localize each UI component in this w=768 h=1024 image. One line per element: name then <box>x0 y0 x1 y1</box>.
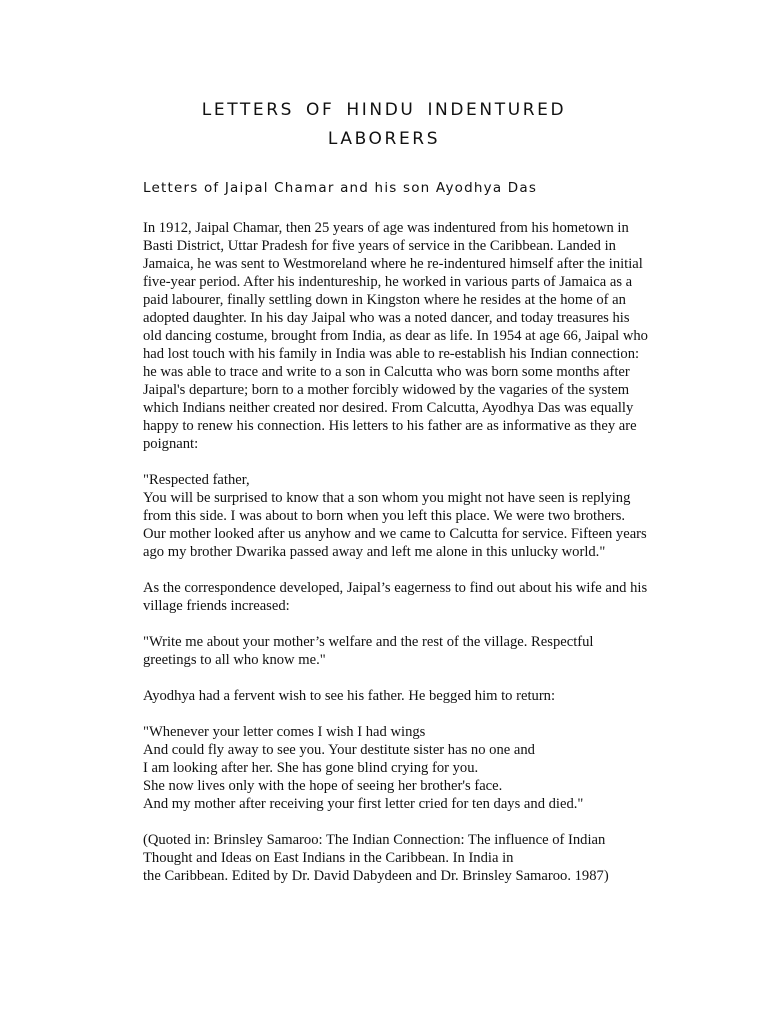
citation-paragraph <box>143 831 673 885</box>
text-line: had lost touch with his family in India was able to re-establish his Indian connection: <box>143 346 640 362</box>
text-line: And my mother after receiving your first letter cried for ten days and died." <box>143 796 584 812</box>
text-line: Ayodhya had a fervent wish to see his father. He begged him to return: <box>143 688 556 704</box>
text-line: Our mother looked after us anyhow and we came to Calcutta for service. Fifteen years <box>143 526 647 542</box>
text-line: (Quoted in: Brinsley Samaroo: The Indian Connection: The influence of Indian <box>143 832 606 848</box>
intro-paragraph <box>143 219 673 453</box>
text-line: Jaipal's departure; born to a mother forcibly widowed by the vagaries of the system <box>143 382 630 398</box>
text-line: "Whenever your letter comes I wish I had wings <box>143 724 426 740</box>
text-line: Basti District, Uttar Pradesh for five years of service in the Caribbean. Landed in <box>143 238 616 254</box>
text-line: As the correspondence developed, Jaipal’s eagerness to find out about his wife and his <box>143 580 648 596</box>
text-line: In 1912, Jaipal Chamar, then 25 years of age was indentured from his hometown in <box>143 220 629 236</box>
wish-paragraph <box>143 687 673 705</box>
text-line: old dancing costume, brought from India, as dear as life. In 1954 at age 66, Jaipal who <box>143 328 648 344</box>
text-line: paid labourer, finally settling down in Kingston where he resides at the home of an <box>143 292 626 308</box>
text-line: which Indians neither created nor desired. From Calcutta, Ayodhya Das was equally <box>143 400 634 416</box>
text-line: five-year period. After his indentureship, he worked in various parts of Jamaica as a <box>143 274 633 290</box>
title-line: LABORERS <box>327 129 441 149</box>
text-line: poignant: <box>143 436 199 452</box>
text-line: And could fly away to see you. Your destitute sister has no one and <box>143 742 535 758</box>
text-line: "Write me about your mother’s welfare and the rest of the village. Respectful <box>143 634 594 650</box>
text-line: greetings to all who know me." <box>143 652 326 668</box>
correspondence-paragraph <box>143 579 673 615</box>
text-line: happy to renew his connection. His letters to his father are as informative as they are <box>143 418 637 434</box>
text-line: She now lives only with the hope of seeing her brother's face. <box>143 778 503 794</box>
poem-quote <box>143 723 673 813</box>
section-heading: Letters of Jaipal Chamar and his son Ayodhya Das <box>143 180 538 196</box>
text-line: I am looking after her. She has gone blind crying for you. <box>143 760 479 776</box>
text-line: adopted daughter. In his day Jaipal who was a noted dancer, and today treasures his <box>143 310 630 326</box>
text-line: Thought and Ideas on East Indians in the Caribbean. In India in <box>143 850 514 866</box>
text-line: he was able to trace and write to a son in Calcutta who was born some months after <box>143 364 630 380</box>
text-line: You will be surprised to know that a son whom you might not have seen is replying <box>143 490 631 506</box>
text-line: from this side. I was about to born when you left this place. We were two brothers. <box>143 508 626 524</box>
text-line: ago my brother Dwarika passed away and left me alone in this unlucky world." <box>143 544 606 560</box>
title-line: LETTERS OF HINDU INDENTURED <box>201 100 567 120</box>
document-body <box>143 219 673 903</box>
text-line: Jamaica, he was sent to Westmoreland where he re-indentured himself after the initial <box>143 256 643 272</box>
text-line: "Respected father, <box>143 472 250 488</box>
second-letter-quote <box>143 633 673 669</box>
document-title <box>0 96 768 154</box>
text-line: village friends increased: <box>143 598 290 614</box>
first-letter-quote <box>143 471 673 561</box>
text-line: the Caribbean. Edited by Dr. David Dabydeen and Dr. Brinsley Samaroo. 1987) <box>143 868 609 884</box>
